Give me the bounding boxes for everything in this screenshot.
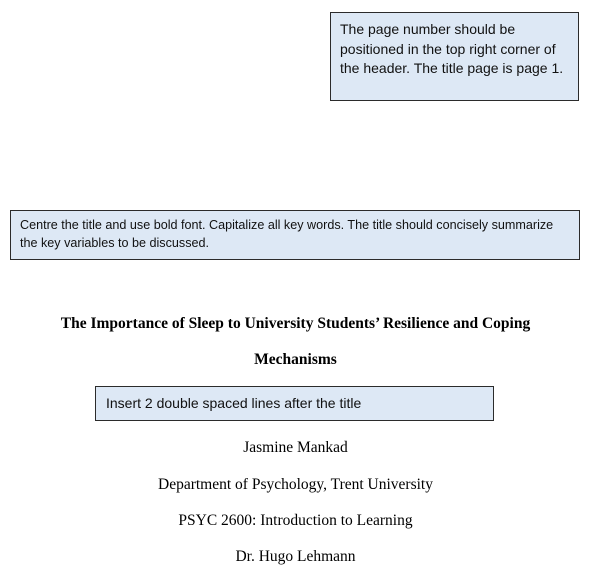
- author-name: Jasmine Mankad: [243, 439, 348, 456]
- instructor-name: Dr. Hugo Lehmann: [235, 548, 356, 565]
- spacing-instruction-callout: Insert 2 double spaced lines after the title: [95, 386, 494, 421]
- paper-title-line-2: Mechanisms: [254, 351, 337, 368]
- paper-title-line-1: The Importance of Sleep to University Students’ Resilience and Coping: [60, 315, 531, 332]
- title-format-instruction-callout: Centre the title and use bold font. Capitalize all key words. The title should concisely summarize the key variables to be discussed.: [10, 210, 580, 260]
- page-number-instruction-callout: The page number should be positioned in the top right corner of the header. The title page is page 1.: [330, 12, 579, 101]
- course-name: PSYC 2600: Introduction to Learning: [178, 512, 413, 529]
- department-affiliation: Department of Psychology, Trent University: [158, 476, 433, 493]
